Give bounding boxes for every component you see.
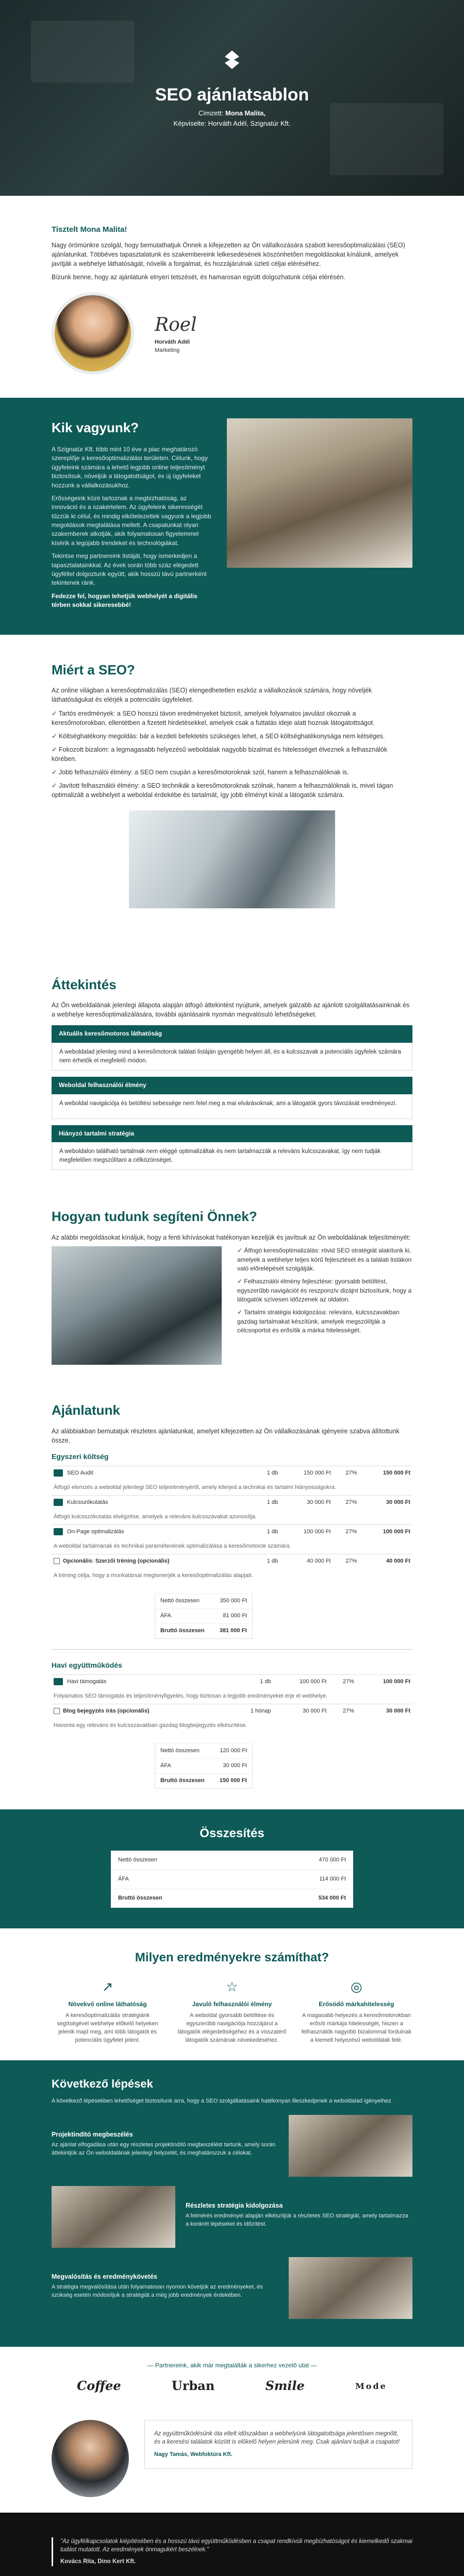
offer-intro: Az alábbiakban bemutatjuk részletes ajánlatunkat, amelyet kifejezetten az Ön vállalkozásának igényeire szabva állítottunk össze. [52, 1427, 400, 1444]
result-title: Erősödő márkahitelesség [319, 2000, 394, 2008]
testimonial-card [144, 2420, 412, 2469]
overview-box [52, 1077, 412, 1118]
how-we-help-section [0, 1192, 464, 1380]
item-price: 30 000 Ft [273, 1704, 329, 1718]
page-title: SEO ajánlatsablon [155, 85, 309, 105]
quote-section [0, 2513, 464, 2576]
optional-item-checkbox[interactable] [54, 1708, 60, 1714]
summary-table [111, 1851, 353, 1908]
represented-by: Képviselte: Horváth Adél, Szignatúr Kft. [173, 119, 291, 127]
vat-value: 114 000 Ft [252, 1870, 353, 1889]
why-bullet-3: ✓ Fokozott bizalom: a legmagasabb helyezésű weboldalak nagyobb bizalmat és hitelességet élveznek a felhasználók körében. [52, 745, 388, 763]
item-name: Opcionális: Szerzői tréning (opcionális) [63, 1557, 170, 1564]
item-vat: 27% [333, 1496, 359, 1510]
net-value: 350 000 Ft [212, 1594, 252, 1608]
signature-block [52, 292, 412, 375]
item-icon [54, 1528, 63, 1535]
overview-box-body: A weboldal navigációja és betöltési sebessége nem felel meg a mai elvárásoknak, ami a látogatók gyors távozását eredményezi. [52, 1094, 412, 1119]
recipient-name: Mona Malita, [225, 109, 266, 117]
how-intro: Az alábbi megoldásokat kínáljuk, hogy a fenti kihívásokat hatékonyan kezeljük és javítsuk az Ön weboldalának teljesítményét: [52, 1234, 411, 1241]
item-description: Átfogó kulcsszókutatás elvégzése, amelyek a releváns kulcsszavakat azonosítja. [54, 1514, 257, 1520]
why-intro: Az online világban a keresőoptimalizálás (SEO) elengedhetetlen eszköz a vállalkozások számára, hogy növeljék láthatóságukat és elérjék a potenciális ügyfeleket. [52, 687, 372, 704]
table-row [52, 1496, 412, 1510]
result-title: Növekvő online láthatóság [68, 2000, 147, 2008]
testimonial-avatar [52, 2420, 129, 2497]
why-bullet-4: ✓ Jobb felhasználói élmény: a SEO nem csupán a keresőmotoroknak szól, hanem a felhasználóknak is. [52, 769, 349, 776]
signature: Roel [155, 314, 197, 336]
item-icon [54, 1469, 63, 1477]
item-total: 30 000 Ft [356, 1704, 412, 1718]
gross-label: Bruttó összesen [155, 1773, 213, 1788]
recipient-label: Címzett: [198, 109, 224, 117]
result-card [52, 1977, 163, 2045]
result-card [301, 1977, 412, 2045]
partner-logo: Urban [171, 2378, 215, 2393]
item-vat: 27% [333, 1466, 359, 1481]
hero-banner [0, 0, 464, 196]
step-item [52, 2115, 412, 2177]
table-row [52, 1466, 412, 1481]
table-row[interactable] [52, 1554, 412, 1568]
growth-icon: ↗ [102, 1978, 113, 1994]
quote-author: Kovács Rita, Dino Kert Kft. [60, 2558, 136, 2565]
vat-label: ÁFA [111, 1870, 252, 1889]
overview-box [52, 1125, 412, 1171]
partners-section [0, 2347, 464, 2410]
gross-value: 534 000 Ft [252, 1889, 353, 1908]
how-bullet-3: ✓ Tartalmi stratégia kidolgozása: releváns, kulcsszavakban gazdag tartalmakat készítünk, amelyek megszólítják a célcsoportot és erősítik a márka hitelességét. [237, 1309, 400, 1334]
team-photo [227, 418, 412, 568]
item-price: 40 000 Ft [280, 1554, 333, 1568]
signer-role: Marketing [155, 347, 180, 354]
vat-label: ÁFA [155, 1608, 213, 1623]
net-label: Nettó összesen [111, 1851, 252, 1870]
next-intro: A következő lépésekben lehetőséget biztosítunk arra, hogy a SEO szolgáltatásaink hatékonyan illeszkedjenek a weboldalad igényeihez. [52, 2097, 393, 2104]
why-title: Miért a SEO? [52, 662, 135, 677]
testimonial-section [0, 2410, 464, 2513]
one-time-cost-title: Egyszeri költség [52, 1452, 109, 1461]
offer-title: Ajánlatunk [52, 1402, 120, 1418]
overview-box-heading: Hiányzó tartalmi stratégia [52, 1125, 412, 1142]
who-paragraph-2: Erősségeink közé tartoznak a megbízhatóság, az innováció és a szakértelem. Az ügyfeleink sikerességét tűzzük ki célul, és mindig elkötelezettek vagyunk a legjobb megoldások megtalálása mellett. A csapatunkat olyan szakemberek alkotják, akik folyamatosan figyelemmel kísérik a legújabb trendeket és technológiákat. [52, 494, 211, 547]
item-icon [54, 1678, 63, 1685]
greeting: Tisztelt Mona Malita! [52, 225, 127, 234]
signer-name: Horváth Adél [155, 339, 190, 346]
laptop-photo [129, 810, 335, 908]
item-total: 150 000 Ft [359, 1466, 412, 1481]
partner-logo: Smile [265, 2378, 305, 2393]
item-name: Blog bejegyzés írás (opcionális) [63, 1707, 150, 1714]
partner-logo: Coffee [77, 2378, 121, 2393]
item-total: 30 000 Ft [359, 1496, 412, 1510]
intro-paragraph-1: Nagy örömünkre szolgál, hogy bemutathatjuk Önnek a kifejezetten az Ön vállalkozására szabott keresőoptimalizálási (SEO) ajánlatunkat. Többéves tapasztalatunk és szakembereink lelkesedésének köszönhetően megoldásokat kínálunk, amelyek javítják a webhelye láthatóságát, növelik a forgalmat, és hozzájárulnak üzleti céljai eléréséhez. [52, 241, 405, 267]
item-name: Kulcsszókutatás [67, 1499, 108, 1506]
result-title: Javuló felhasználói élmény [192, 2000, 272, 2008]
summary-section [0, 1809, 464, 1929]
item-total: 100 000 Ft [356, 1674, 412, 1689]
table-row [52, 1525, 412, 1539]
one-time-summary-table [155, 1594, 253, 1639]
hero-meta [0, 108, 464, 128]
who-paragraph-3: Tekintse meg partnereink listáját, hogy ismerkedjen a tapasztalatainkkal. Az évek során több száz elégedett ügyféllel dolgoztunk együtt, akik hosszú távú partnerként tekintenek ránk. [52, 552, 207, 587]
item-description: Átfogó elemzés a weboldal jelenlegi SEO teljesítményéről, amely kiterjed a technikai és tartalmi hiányosságokra. [54, 1484, 336, 1491]
testimonial-quote: Az együttműködésünk óta eltelt időszakban a webhelyünk látogatottsága jelentősen megnőtt, és a keresési találatok között is előkelő helyen jelenünk meg. Csak ajánlani tudjuk a csapatot! [154, 2430, 400, 2446]
divider [52, 1649, 412, 1650]
item-price: 100 000 Ft [273, 1674, 329, 1689]
item-qty: 1 db [254, 1466, 280, 1481]
item-qty: 1 db [254, 1525, 280, 1539]
next-title: Következő lépések [52, 2077, 153, 2090]
results-section [0, 1928, 464, 2060]
star-icon: ☆ [226, 1978, 238, 1994]
vat-value: 30 000 Ft [212, 1758, 252, 1773]
why-bullet-2: ✓ Költséghatékony megoldás: bár a kezdeti befektetés szükséges lehet, a SEO költséghatékonysága nem kétséges. [52, 732, 385, 740]
item-vat: 27% [328, 1704, 356, 1718]
why-bullet-5: ✓ Javított felhasználói élmény: a SEO technikák a keresőmotoroknak szólnak, hanem a felhasználóknak is, mivel tágan optimalizált a webhelyet a weboldal érdekébe és tartalmát, így jobb élményt kínál a látogatók számára. [52, 782, 393, 799]
monthly-items-table [52, 1674, 412, 1733]
intro-section [0, 196, 464, 398]
item-description: Havonta egy releváns és kulcsszavakban gazdag blogbejegyzés elkészítése. [54, 1722, 247, 1728]
result-desc: A keresőoptimalizálás stratégiánk segítségével webhelye előkelő helyeken jelenik majd meg, ami több látogatót és potenciális ügyfelet jelent. [57, 2012, 158, 2043]
intro-paragraph-2: Bízunk benne, hogy az ajánlatunk elnyeri tetszését, és hamarosan együtt dolgozhatunk céljai elérésén. [52, 274, 345, 281]
result-desc: A weboldal gyorsabb betöltése és egyszerűbb navigációja hozzájárul a látogatók elégedettségéhez és a visszatérő látogatók számának növekedéséhez. [177, 2012, 287, 2043]
overview-box-heading: Aktuális keresőmotoros láthatóság [52, 1025, 412, 1042]
step-title: Részletes stratégia kidolgozása [186, 2201, 283, 2209]
step-title: Megvalósítás és eredménykövetés [52, 2273, 157, 2280]
item-total: 40 000 Ft [359, 1554, 412, 1568]
item-description: A tréning célja, hogy a munkatársai megismerjék a keresőoptimalizálás alapjait. [54, 1572, 253, 1579]
net-label: Nettó összesen [155, 1743, 213, 1758]
testimonial-author: Nagy Tamás, Webfoktúra Kft. [154, 2451, 233, 2458]
brand-logo [222, 49, 242, 70]
why-seo-section [0, 635, 464, 929]
item-price: 150 000 Ft [280, 1466, 333, 1481]
overview-box [52, 1025, 412, 1071]
overview-section [0, 929, 464, 1192]
item-vat: 27% [328, 1674, 356, 1689]
net-value: 120 000 Ft [212, 1743, 252, 1758]
item-price: 30 000 Ft [280, 1496, 333, 1510]
overview-intro: Az Ön weboldalának jelenlegi állapota alapján átfogó áttekintést nyújtunk, amelyek galzabb az ajánlott szolgáltatásainknak és a webhelye keresőoptimalizálására, további ajánlásaink nyomán megvalósuló lehetőségeket. [52, 1002, 410, 1019]
meeting-photo [289, 2115, 412, 2177]
overview-box-body: A weboldalad jelenleg mind a keresőmotorok találati listáján gyengébb helyen áll, és a kulcsszavak a potenciális ügyfelek számára nem érhetők el megfelelő módon. [52, 1043, 412, 1071]
vat-label: ÁFA [155, 1758, 213, 1773]
summary-title: Összesítés [200, 1826, 264, 1840]
results-title: Milyen eredményekre számíthat? [135, 1951, 329, 1965]
who-paragraph-1: A Szignatúr Kft. több mint 10 éve a piac meghatározó szereplője a keresőoptimalizálási területen. Célunk, hogy ügyfeleink számára a lehető legjobb online teljesítményt biztosítsuk, növeljük a látogatottságot, és új ügyfeleket hozzunk a vállalkozásukhoz. [52, 445, 208, 489]
gross-value: 381 000 Ft [212, 1623, 252, 1638]
item-vat: 27% [333, 1525, 359, 1539]
step-title: Projektindító megbeszélés [52, 2130, 133, 2138]
how-bullet-2: ✓ Felhasználói élmény fejlesztése: gyorsabb betöltést, egyszerűbb navigációt és reszponzív dizájnt biztosítunk, hogy a látogatók szívesen időzzenek az oldalon. [237, 1278, 412, 1303]
table-row [52, 1674, 412, 1689]
monthly-cost-title: Havi együttműködés [52, 1660, 122, 1669]
who-paragraph-4: Fedezze fel, hogyan tehetjük webhelyét a digitális térben sokkal sikeresebbé! [52, 592, 197, 609]
one-time-items-table [52, 1466, 412, 1583]
analytics-photo [289, 2257, 412, 2319]
who-title: Kik vagyunk? [52, 420, 139, 436]
step-desc: Az ajánlat elfogadása után egy részletes projektindító megbeszélést tartunk, amely során áttekintjük az Ön weboldalának jelenlegi helyzetét, és meghatározzuk a célokat. [52, 2141, 276, 2156]
optional-item-checkbox[interactable] [54, 1558, 60, 1564]
strategy-photo [52, 2186, 175, 2248]
offer-section [0, 1380, 464, 1809]
quote-text: "Az ügyfélkapcsolatok kiépítésében és a hosszú távú együttműködésben a csapat rendkívüli megbízhatóságot és kiemelkedő szakmai tudást mutatott. Az eredmények önmagukért beszélnek." [60, 2538, 412, 2553]
result-card [176, 1977, 288, 2045]
step-desc: A stratégia megvalósítása után folyamatosan nyomon követjük az eredményeket, és szükség esetén módosítjuk a stratégiát a még jobb eredmények érdekében. [52, 2283, 263, 2298]
overview-box-heading: Weboldal felhasználói élmény [52, 1077, 412, 1094]
how-title: Hogyan tudunk segíteni Önnek? [52, 1209, 257, 1225]
monthly-summary-table [155, 1743, 253, 1789]
vat-value: 81 000 Ft [212, 1608, 252, 1623]
item-description: Folyamatos SEO támogatás és teljesítményfigyelés, hogy biztosan a legjobb eredményeket érje el webhelye. [54, 1692, 328, 1699]
item-icon [54, 1499, 63, 1506]
item-total: 100 000 Ft [359, 1525, 412, 1539]
gross-label: Bruttó összesen [155, 1623, 213, 1638]
step-item [52, 2186, 412, 2248]
overview-box-body: A weboldalon található tartalmak nem eléggé optimalizáltak és nem tartalmazzák a releváns kulcsszavakat, így nem tudják megfelelően megszólítani a célközönséget. [52, 1142, 412, 1170]
why-bullet-1: ✓ Tartós eredmények: a SEO hosszú távon eredményeket biztosít, amelyek folyamatos javulást okoznak a keresőmotorokban, ellentétben a fizetett hirdetésekkel, amelyek csak a futtatás ideje alatt hoznak látogatottságot. [52, 709, 375, 726]
author-avatar [52, 292, 134, 375]
item-qty: 1 hónap [229, 1704, 273, 1718]
item-name: SEO Audit [67, 1470, 93, 1477]
step-desc: A felmérés eredményei alapján elkészítjük a részletes SEO stratégiát, amely tartalmazza a konkrét lépéseket és időzítést. [186, 2212, 408, 2227]
gross-label: Bruttó összesen [111, 1889, 252, 1908]
item-qty: 1 db [254, 1496, 280, 1510]
partner-logo: Mode [355, 2381, 387, 2391]
result-desc: A magasabb helyezés a keresőmotorokban erősíti márkája hitelességét, hiszen a felhasználók nagyobb bizalommal fordulnak a kiemelt helyezésű weboldalak felé. [301, 2012, 412, 2043]
target-icon: ◎ [350, 1978, 362, 1994]
net-label: Nettó összesen [155, 1594, 213, 1608]
how-bullet-1: ✓ Átfogó keresőoptimalizálás: rövid SEO stratégiát alakítunk ki, amelyek a webhelye teljes körű fejlesztését és a találati listákon való előrelépését szolgálják. [237, 1247, 412, 1272]
item-name: Havi támogatás [67, 1678, 107, 1685]
item-name: On-Page optimalizálás [67, 1529, 124, 1535]
item-description: A weboldal tartalmának és technikai paramétereinek optimalizálása a keresőmotorok számára. [54, 1543, 291, 1550]
gross-value: 150 000 Ft [212, 1773, 252, 1788]
item-qty: 1 db [229, 1674, 273, 1689]
item-vat: 27% [333, 1554, 359, 1568]
item-price: 100 000 Ft [280, 1525, 333, 1539]
item-qty: 1 db [254, 1554, 280, 1568]
workspace-photo [52, 1246, 222, 1365]
net-value: 470 000 Ft [252, 1851, 353, 1870]
next-steps-section [0, 2060, 464, 2347]
step-item [52, 2257, 412, 2319]
partners-label: — Partnereink, akik már megtalálták a sikerhez vezető utat — [147, 2361, 317, 2369]
table-row[interactable] [52, 1704, 412, 1718]
who-we-are-section [0, 398, 464, 634]
overview-title: Áttekintés [52, 976, 117, 992]
